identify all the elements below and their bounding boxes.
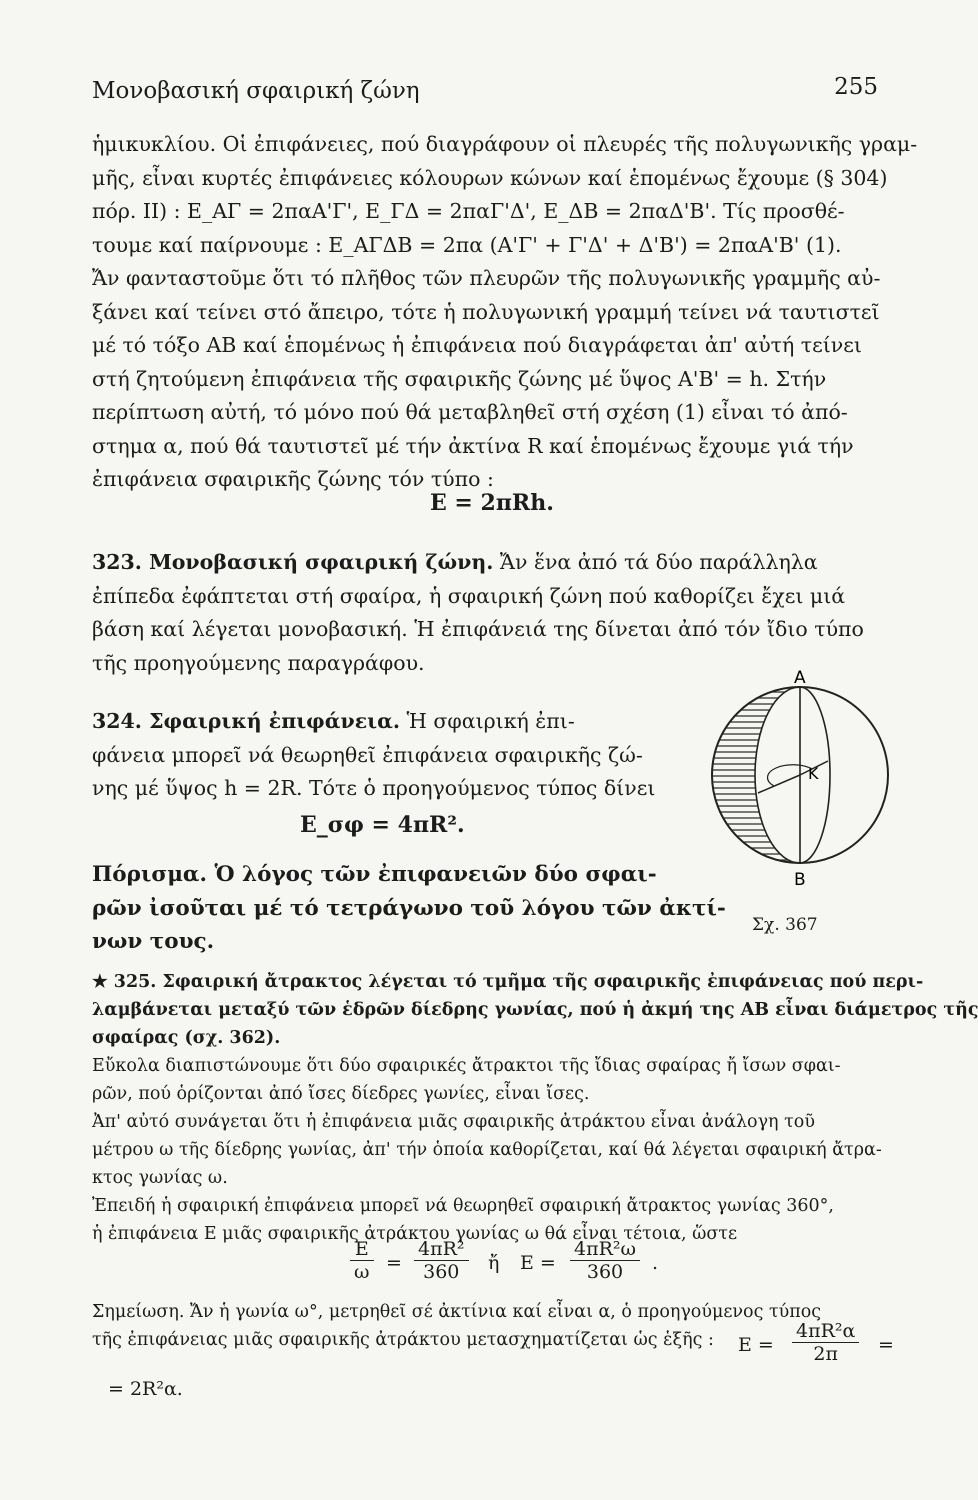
note-line: τῆς ἐπιφάνειας μιᾶς σφαιρικῆς ἀτράκτου μετασχηματίζεται ὡς ἑξῆς : bbox=[92, 1330, 714, 1350]
lune-hatched bbox=[712, 687, 800, 863]
numerator: 4πR²ω bbox=[570, 1238, 640, 1261]
note-fraction bbox=[792, 1320, 859, 1365]
text-line: βάση καί λέγεται μονοβασική. Ἡ ἐπιφάνειά της δίνεται ἀπό τόν ἴδιο τύπο bbox=[92, 617, 864, 641]
text-line: μέ τό τόξο ΑΒ καί ἑπομένως ἡ ἐπιφάνεια πού διαγράφεται ἀπ' αὐτή τείνει bbox=[92, 333, 862, 357]
note-result: = 2R²α. bbox=[108, 1378, 183, 1400]
section-324 bbox=[92, 705, 656, 806]
text-line: ἡ ἐπιφάνεια E μιᾶς σφαιρικῆς ἀτράκτου γωνίας ω θά εἶναι τέτοια, ὥστε bbox=[92, 1224, 738, 1244]
formula-sphere-area: E_σφ = 4πR². bbox=[300, 812, 465, 838]
period: . bbox=[652, 1252, 659, 1274]
denominator: 360 bbox=[586, 1261, 624, 1283]
text-line: πόρ. ΙΙ) : Ε_ΑΓ = 2παΑ'Γ', Ε_ΓΔ = 2παΓ'Δ', Ε_ΔΒ = 2παΔ'Β'. Τίς προσθέ- bbox=[92, 199, 845, 223]
section-324-title: 324. Σφαιρική ἐπιφάνεια. bbox=[92, 709, 400, 733]
text-line: ξάνει καί τείνει στό ἄπειρο, τότε ἡ πολυγωνική γραμμή τείνει νά ταυτιστεῖ bbox=[92, 299, 880, 324]
text-line: ἡμικυκλίου. Οἱ ἐπιφάνειες, πού διαγράφουν οἱ πλευρές τῆς πολυγωνικῆς γραμ- bbox=[92, 132, 918, 156]
e-equals: E = bbox=[520, 1252, 556, 1274]
note-line: Σημείωση. Ἄν ἡ γωνία ω°, μετρηθεῖ σέ ἀκτίνια καί εἶναι α, ὁ προηγούμενος τύπος bbox=[92, 1302, 822, 1322]
text-line: τῆς προηγούμενης παραγράφου. bbox=[92, 650, 425, 675]
text-line: μῆς, εἶναι κυρτές ἐπιφάνειες κόλουρων κώνων καί ἑπομένως ἔχουμε (§ 304) bbox=[92, 165, 888, 190]
text-line: στή ζητούμενη ἐπιφάνεια τῆς σφαιρικῆς ζώνης μέ ὕψος Α'Β' = h. Στήν bbox=[92, 366, 827, 391]
text-line: ἐπίπεδα ἐφάπτεται στή σφαίρα, ἡ σφαιρική ζώνη πού καθορίζει ἔχει μιά bbox=[92, 583, 846, 608]
corollary bbox=[92, 858, 726, 959]
text-line: ρῶν ἰσοῦται μέ τό τετράγωνο τοῦ λόγου τῶν ἀκτί- bbox=[92, 895, 726, 921]
denominator: 2π bbox=[813, 1343, 838, 1365]
numerator: 4πR²α bbox=[792, 1320, 859, 1343]
section-323 bbox=[92, 546, 892, 680]
intro-paragraph bbox=[92, 128, 918, 497]
section-325-definition bbox=[92, 968, 978, 1052]
text-line: νων τους. bbox=[92, 929, 215, 954]
section-323-title: 323. Μονοβασική σφαιρική ζώνη. bbox=[92, 550, 494, 574]
text-line: Εὔκολα διαπιστώνουμε ὅτι δύο σφαιρικές ἄτρακτοι τῆς ἴδιας σφαίρας ἤ ἴσων σφαι- bbox=[92, 1056, 841, 1076]
running-header: Μονοβασική σφαιρική ζώνη bbox=[92, 78, 420, 104]
text-line: σφαίρας (σχ. 362). bbox=[92, 1028, 281, 1048]
text-line: ★ 325. Σφαιρική ἄτρακτος λέγεται τό τμῆμα τῆς σφαιρικῆς ἐπιφάνειας πού περι- bbox=[92, 972, 924, 992]
fraction-sphere-over-360 bbox=[414, 1238, 469, 1283]
figure-caption: Σχ. 367 bbox=[752, 915, 818, 935]
label-k: Κ bbox=[808, 764, 819, 783]
text-line: λαμβάνεται μεταξύ τῶν ἑδρῶν δίεδρης γωνίας, πού ἡ ἀκμή της ΑΒ εἶναι διάμετρος τῆς bbox=[92, 1000, 978, 1020]
text-line: φάνεια μπορεῖ νά θεωρηθεῖ ἐπιφάνεια σφαιρικῆς ζώ- bbox=[92, 742, 643, 767]
section-325-body bbox=[92, 1052, 892, 1248]
text-line: στημα α, πού θά ταυτιστεῖ μέ τήν ἀκτίνα R καί ἑπομένως ἔχουμε γιά τήν bbox=[92, 433, 854, 458]
text-line: Ἀπ' αὐτό συνάγεται ὅτι ἡ ἐπιφάνεια μιᾶς σφαιρικῆς ἀτράκτου εἶναι ἀνάλογη τοῦ bbox=[92, 1112, 815, 1132]
text-line: περίπτωση αὐτή, τό μόνο πού θά μεταβληθεῖ στή σχέση (1) εἶναι τό ἀπό- bbox=[92, 400, 848, 424]
text-line: ρῶν, πού ὁρίζονται ἀπό ἴσες δίεδρες γωνίες, εἶναι ἴσες. bbox=[92, 1084, 590, 1104]
formula-zone-area: E = 2πRh. bbox=[430, 490, 554, 516]
note-equals: = bbox=[878, 1334, 894, 1356]
text-line: Πόρισμα. Ὁ λόγος τῶν ἐπιφανειῶν δύο σφαι- bbox=[92, 862, 657, 887]
text-line: νης μέ ὕψος h = 2R. Τότε ὁ προηγούμενος τύπος δίνει bbox=[92, 776, 656, 800]
fraction-lune-area bbox=[570, 1238, 640, 1283]
text-line: Ἄν φανταστοῦμε ὅτι τό πλῆθος τῶν πλευρῶν τῆς πολυγωνικῆς γραμμῆς αὐ- bbox=[92, 266, 881, 290]
label-b: Β bbox=[794, 870, 806, 890]
or-word: ἤ bbox=[488, 1252, 500, 1274]
text-line: τουμε καί παίρνουμε : Ε_ΑΓΔΒ = 2πα (Α'Γ' + Γ'Δ' + Δ'Β') = 2παΑ'Β' (1). bbox=[92, 232, 842, 257]
text-line: ἐπιφάνεια σφαιρικῆς ζώνης τόν τύπο : bbox=[92, 467, 494, 491]
numerator: E bbox=[350, 1238, 374, 1261]
denominator: 360 bbox=[423, 1261, 460, 1283]
text-line: Ἄν ἕνα ἀπό τά δύο παράλληλα bbox=[493, 550, 818, 574]
text-line: μέτρου ω τῆς δίεδρης γωνίας, ἀπ' τήν ὁποία καθορίζεται, καί θά λέγεται σφαιρική ἄτρα- bbox=[92, 1140, 882, 1160]
label-a: Α bbox=[794, 668, 806, 688]
denominator: ω bbox=[354, 1261, 370, 1283]
text-line: Ἡ σφαιρική ἐπι- bbox=[400, 709, 575, 733]
text-line: κτος γωνίας ω. bbox=[92, 1168, 228, 1188]
numerator: 4πR² bbox=[414, 1238, 469, 1261]
sphere-figure bbox=[700, 665, 900, 940]
page-number: 255 bbox=[834, 74, 878, 100]
text-line: Ἐπειδή ἡ σφαιρική ἐπιφάνεια μπορεῖ νά θεωρηθεῖ σφαιρική ἄτρακτος γωνίας 360°, bbox=[92, 1196, 834, 1216]
fraction-e-over-omega bbox=[350, 1238, 374, 1283]
equals-sign: = bbox=[386, 1252, 402, 1274]
note-e-equals: E = bbox=[738, 1334, 774, 1356]
